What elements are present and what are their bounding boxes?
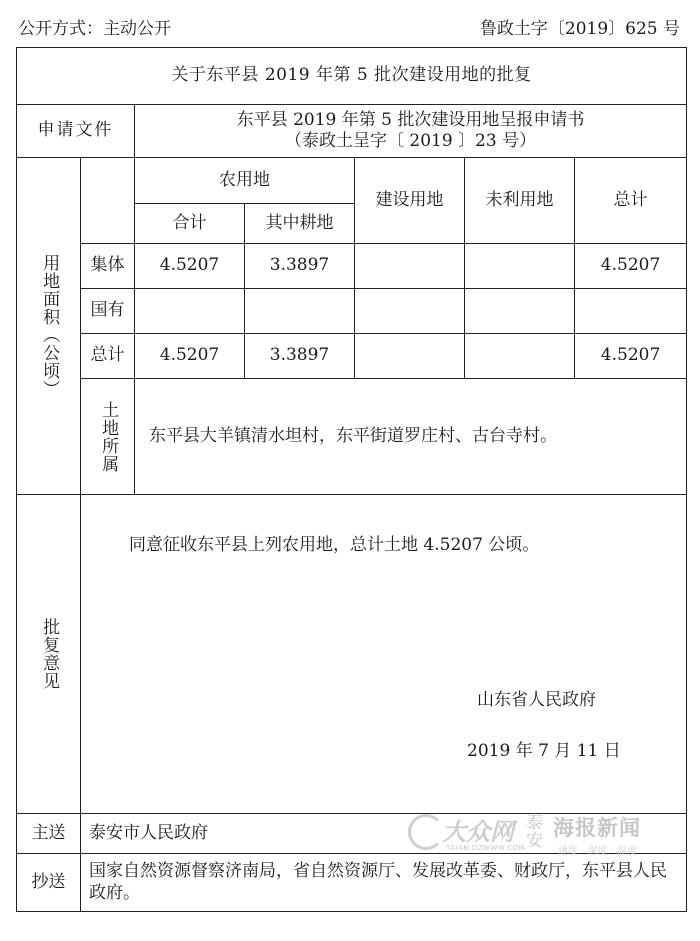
- document-number: 鲁政土字〔2019〕625 号: [479, 19, 680, 39]
- row-label-collective: 集体: [81, 244, 135, 289]
- header-cultivated: 其中耕地: [245, 204, 355, 244]
- cell-total: [575, 289, 687, 334]
- area-section-label: 用地面积（公顷）: [17, 158, 81, 495]
- issuer-signature: 山东省人民政府: [477, 690, 596, 710]
- header-unused: 未利用地: [465, 158, 575, 244]
- application-title: 东平县 2019 年第 5 批次建设用地呈报申请书: [236, 109, 585, 130]
- copy-to-value: 国家自然资源督察济南局，省自然资源厅、发展改革委、财政厅，东平县人民政府。: [81, 854, 687, 912]
- cell-construction: [355, 334, 465, 379]
- cell-total: 4.5207: [575, 244, 687, 289]
- cell-subtotal: [135, 289, 245, 334]
- cell-unused: [465, 289, 575, 334]
- header-agricultural: 农用地: [135, 158, 355, 204]
- header-subtotal: 合计: [135, 204, 245, 244]
- watermark-site-name: 大众网: [442, 818, 514, 846]
- cell-subtotal: 4.5207: [135, 334, 245, 379]
- cell-construction: [355, 244, 465, 289]
- row-label-total: 总计: [81, 334, 135, 379]
- opinion-cell: [81, 495, 687, 814]
- table-row: [17, 244, 687, 289]
- opinion-text: 同意征收东平县上列农用地，总计土地 4.5207 公顷。: [129, 535, 540, 555]
- watermark-brand: 海报新闻: [553, 816, 641, 840]
- cell-subtotal: 4.5207: [135, 244, 245, 289]
- row-label-state: 国有: [81, 289, 135, 334]
- header-blank-cell: [81, 158, 135, 244]
- opinion-label: 批复意见: [17, 495, 81, 814]
- approval-table: [16, 47, 687, 912]
- cell-cultivated: 3.3897: [245, 244, 355, 289]
- header-total: 总计: [575, 158, 687, 244]
- copy-to-label: 抄送: [17, 854, 81, 912]
- issue-date: 2019 年 7 月 11 日: [467, 741, 621, 761]
- application-value: [135, 105, 687, 158]
- watermark-city: 泰安: [526, 813, 543, 851]
- header-construction: 建设用地: [355, 158, 465, 244]
- ownership-value: 东平县大羊镇清水坦村，东平街道罗庄村、古台寺村。: [135, 379, 687, 495]
- cell-cultivated: [245, 289, 355, 334]
- table-row: [17, 289, 687, 334]
- ownership-label: 土地所属: [81, 379, 135, 495]
- send-to-label: 主送: [17, 814, 81, 854]
- watermark-slogan: 速度 · 深度 · 温度: [558, 846, 638, 857]
- document-title: 关于东平县 2019 年第 5 批次建设用地的批复: [17, 48, 687, 105]
- cell-total: 4.5207: [575, 334, 687, 379]
- document-header: [0, 10, 700, 40]
- cell-unused: [465, 334, 575, 379]
- disclosure-method: 公开方式：主动公开: [18, 19, 171, 39]
- send-to-value: 泰安市人民政府: [81, 814, 687, 854]
- application-number: （泰政土呈字〔 2019 〕23 号）: [284, 131, 537, 151]
- table-row: [17, 334, 687, 379]
- cell-construction: [355, 289, 465, 334]
- cell-cultivated: 3.3897: [245, 334, 355, 379]
- application-label: 申请文件: [17, 105, 135, 158]
- watermark-site-url: TAIAN.DZWWW.COM: [446, 844, 526, 852]
- cell-unused: [465, 244, 575, 289]
